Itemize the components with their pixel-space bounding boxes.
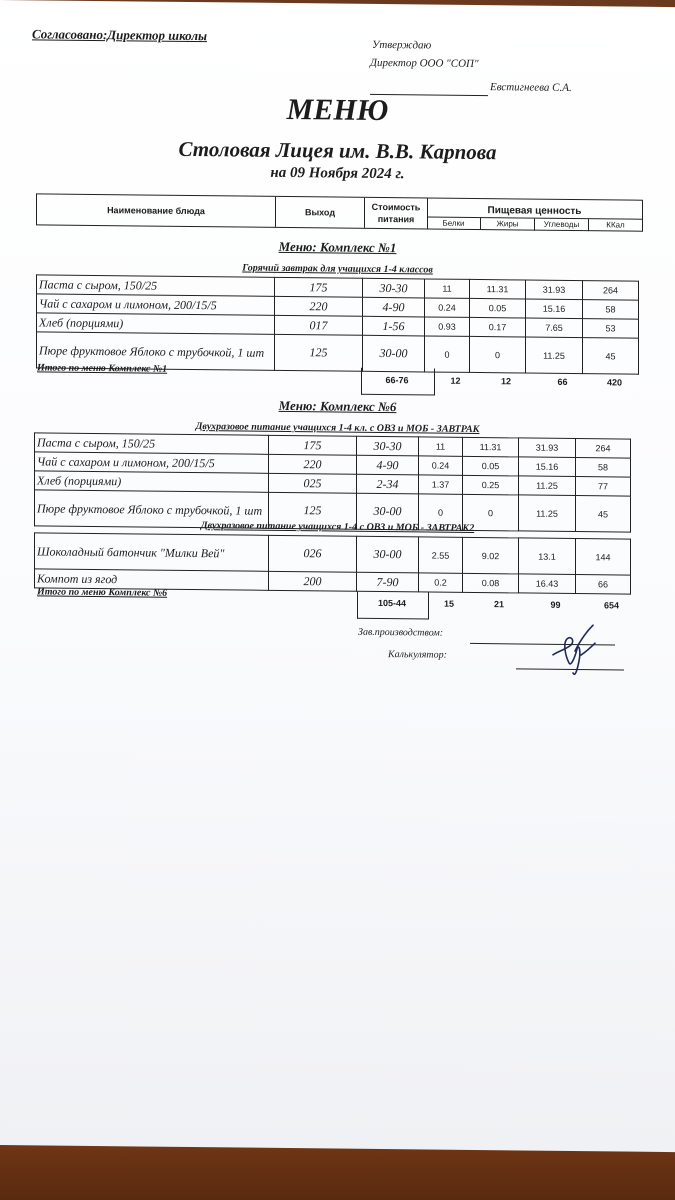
- column-header-table: [36, 193, 643, 231]
- header-dish-name: Наименование блюда: [37, 194, 276, 227]
- dish-name: Паста с сыром, 150/25: [37, 275, 275, 296]
- complex1-total-kcal: 420: [606, 377, 623, 388]
- dish-fat: 0.25: [463, 475, 519, 495]
- complex1-section: Горячий завтрак для учащихся 1-4 классов: [242, 262, 433, 276]
- header-price-line2: питания: [377, 213, 415, 225]
- dish-fat: 9.02: [463, 537, 519, 574]
- complex6-total-kcal: 654: [603, 600, 620, 611]
- dish-fat: 11.31: [463, 437, 519, 457]
- calculator-label: Калькулятор:: [388, 649, 447, 661]
- dish-price: 7-90: [357, 572, 419, 592]
- dish-kcal: 264: [576, 439, 631, 459]
- header-price-line1: Стоимость: [371, 201, 421, 213]
- header-nutrition-title: Пищевая ценность: [487, 205, 582, 218]
- dish-output: 026: [269, 535, 357, 572]
- dish-protein: 0: [425, 336, 470, 372]
- dish-name: Хлеб (порциями): [35, 471, 269, 492]
- header-protein: Белки: [427, 217, 481, 230]
- dish-carbs: 31.93: [519, 438, 576, 458]
- dish-carbs: 31.93: [526, 280, 583, 300]
- complex1-total-fat: 12: [500, 376, 511, 387]
- dish-price: 4-90: [357, 455, 419, 475]
- dish-protein: 0.93: [425, 317, 470, 336]
- dish-protein: 2.55: [419, 537, 463, 573]
- complex6-section2: Двухразовое питание учащихся 1-4 с ОВЗ и МОБ - ЗАВТРАК2: [200, 520, 475, 534]
- dish-kcal: 77: [576, 477, 631, 497]
- dish-fat: 0: [463, 494, 519, 531]
- complex6-title: Меню: Комплекс №6: [278, 397, 397, 415]
- dish-output: 220: [275, 296, 363, 316]
- dish-price: 30-00: [363, 335, 425, 372]
- dish-kcal: 264: [583, 281, 639, 301]
- header-kcal: ККал: [606, 220, 625, 230]
- dish-name: Паста с сыром, 150/25: [35, 433, 269, 454]
- dish-carbs: 13.1: [519, 538, 576, 575]
- dish-fat: 0: [470, 336, 526, 373]
- header-output: Выход: [276, 197, 365, 228]
- dish-carbs: 15.16: [519, 457, 576, 477]
- dish-carbs: 7.65: [526, 318, 583, 338]
- dish-protein: 11: [425, 279, 470, 298]
- dish-protein: 0.24: [425, 298, 470, 317]
- dish-protein: 0: [419, 494, 463, 530]
- dish-output: 175: [275, 277, 363, 297]
- production-manager-label: Зав.производством:: [358, 626, 444, 639]
- dish-name: Пюре фруктовое Яблоко с трубочкой, 1 шт: [37, 332, 275, 370]
- dish-name: Пюре фруктовое Яблоко с трубочкой, 1 шт: [35, 490, 269, 528]
- dish-fat: 0.05: [463, 456, 519, 476]
- dish-protein: 1.37: [419, 475, 463, 494]
- dish-carbs: 11.25: [519, 476, 576, 496]
- header-nutrition: [427, 198, 642, 230]
- dish-kcal: 58: [576, 458, 631, 478]
- dish-output: 175: [269, 435, 357, 455]
- header-carbs: Углеводы: [535, 219, 589, 232]
- dish-output: 200: [269, 571, 357, 591]
- dish-price: 30-00: [357, 536, 419, 573]
- dish-output: 025: [269, 473, 357, 493]
- complex6-total-fat: 21: [493, 599, 504, 610]
- complex6-total-label: Итого по меню Комплекс №6: [37, 586, 168, 599]
- dish-name: Хлеб (порциями): [37, 313, 275, 334]
- dish-protein: 0.24: [419, 456, 463, 475]
- dish-fat: 0.08: [463, 573, 519, 593]
- dish-name: Чай с сахаром и лимоном, 200/15/5: [35, 452, 269, 473]
- dish-name: Компот из ягод: [35, 569, 269, 590]
- menu-date: на 09 Ноября 2024 г.: [270, 164, 405, 183]
- dish-price: 30-30: [363, 278, 425, 298]
- dish-kcal: 45: [576, 496, 631, 533]
- signer-name: Евстигнеева С.А.: [490, 81, 572, 94]
- dish-carbs: 15.16: [526, 299, 583, 319]
- canteen-name: Столовая Лицея им. В.В. Карпова: [178, 136, 497, 165]
- approve-label: Утверждаю: [372, 38, 432, 52]
- complex1-total-carbs: 66: [557, 376, 568, 387]
- complex6-total-protein: 15: [443, 598, 454, 609]
- header-fat: Жиры: [481, 218, 535, 231]
- complex6-table-2: [34, 532, 631, 594]
- dish-protein: 11: [419, 437, 463, 456]
- dish-kcal: 144: [576, 539, 631, 576]
- handwritten-signature: [545, 621, 605, 682]
- complex1-total-price: 66-76: [385, 375, 409, 386]
- complex1-total-label: Итого по меню Комплекс №1: [37, 362, 168, 375]
- dish-fat: 11.31: [470, 279, 526, 299]
- dish-carbs: 11.25: [519, 495, 576, 532]
- complex6-total-price: 105-44: [377, 597, 407, 609]
- dish-price: 4-90: [363, 297, 425, 317]
- dish-name: Шоколадный батончик "Милки Вей": [35, 533, 269, 571]
- dish-fat: 0.05: [470, 298, 526, 318]
- dish-output: 220: [269, 454, 357, 474]
- dish-fat: 0.17: [470, 317, 526, 337]
- dish-price: 1-56: [363, 316, 425, 336]
- dish-price: 30-30: [357, 436, 419, 456]
- dish-kcal: 66: [576, 575, 631, 595]
- complex1-table: [36, 274, 639, 374]
- dish-output: 125: [275, 334, 363, 371]
- table-row: [35, 533, 631, 575]
- dish-price: 2-34: [357, 474, 419, 494]
- complex6-total-carbs: 99: [550, 599, 561, 610]
- dish-carbs: 16.43: [519, 574, 576, 594]
- agreed-label: Согласовано:Директор школы: [32, 26, 208, 44]
- dish-kcal: 58: [583, 300, 639, 320]
- dish-protein: 0.2: [419, 573, 463, 592]
- dish-kcal: 53: [583, 319, 639, 339]
- dish-name: Чай с сахаром и лимоном, 200/15/5: [37, 294, 275, 315]
- header-nutrition-subcols: [427, 216, 642, 231]
- complex1-total-protein: 12: [450, 375, 461, 386]
- dish-carbs: 11.25: [526, 337, 583, 374]
- header-price: [365, 198, 428, 229]
- complex1-title: Меню: Комплекс №1: [278, 238, 397, 256]
- director-label: Директор ООО "СОП": [370, 56, 479, 71]
- dish-output: 017: [275, 315, 363, 335]
- dish-price: 30-00: [357, 493, 419, 530]
- dish-kcal: 45: [583, 338, 639, 375]
- complex6-table-1: [34, 432, 631, 532]
- complex6-section1: Двухразовое питание учащихся 1-4 кл. с ОВЗ и МОБ - ЗАВТРАК: [195, 421, 480, 436]
- dish-output: 125: [269, 492, 357, 529]
- page-title: МЕНЮ: [286, 93, 389, 128]
